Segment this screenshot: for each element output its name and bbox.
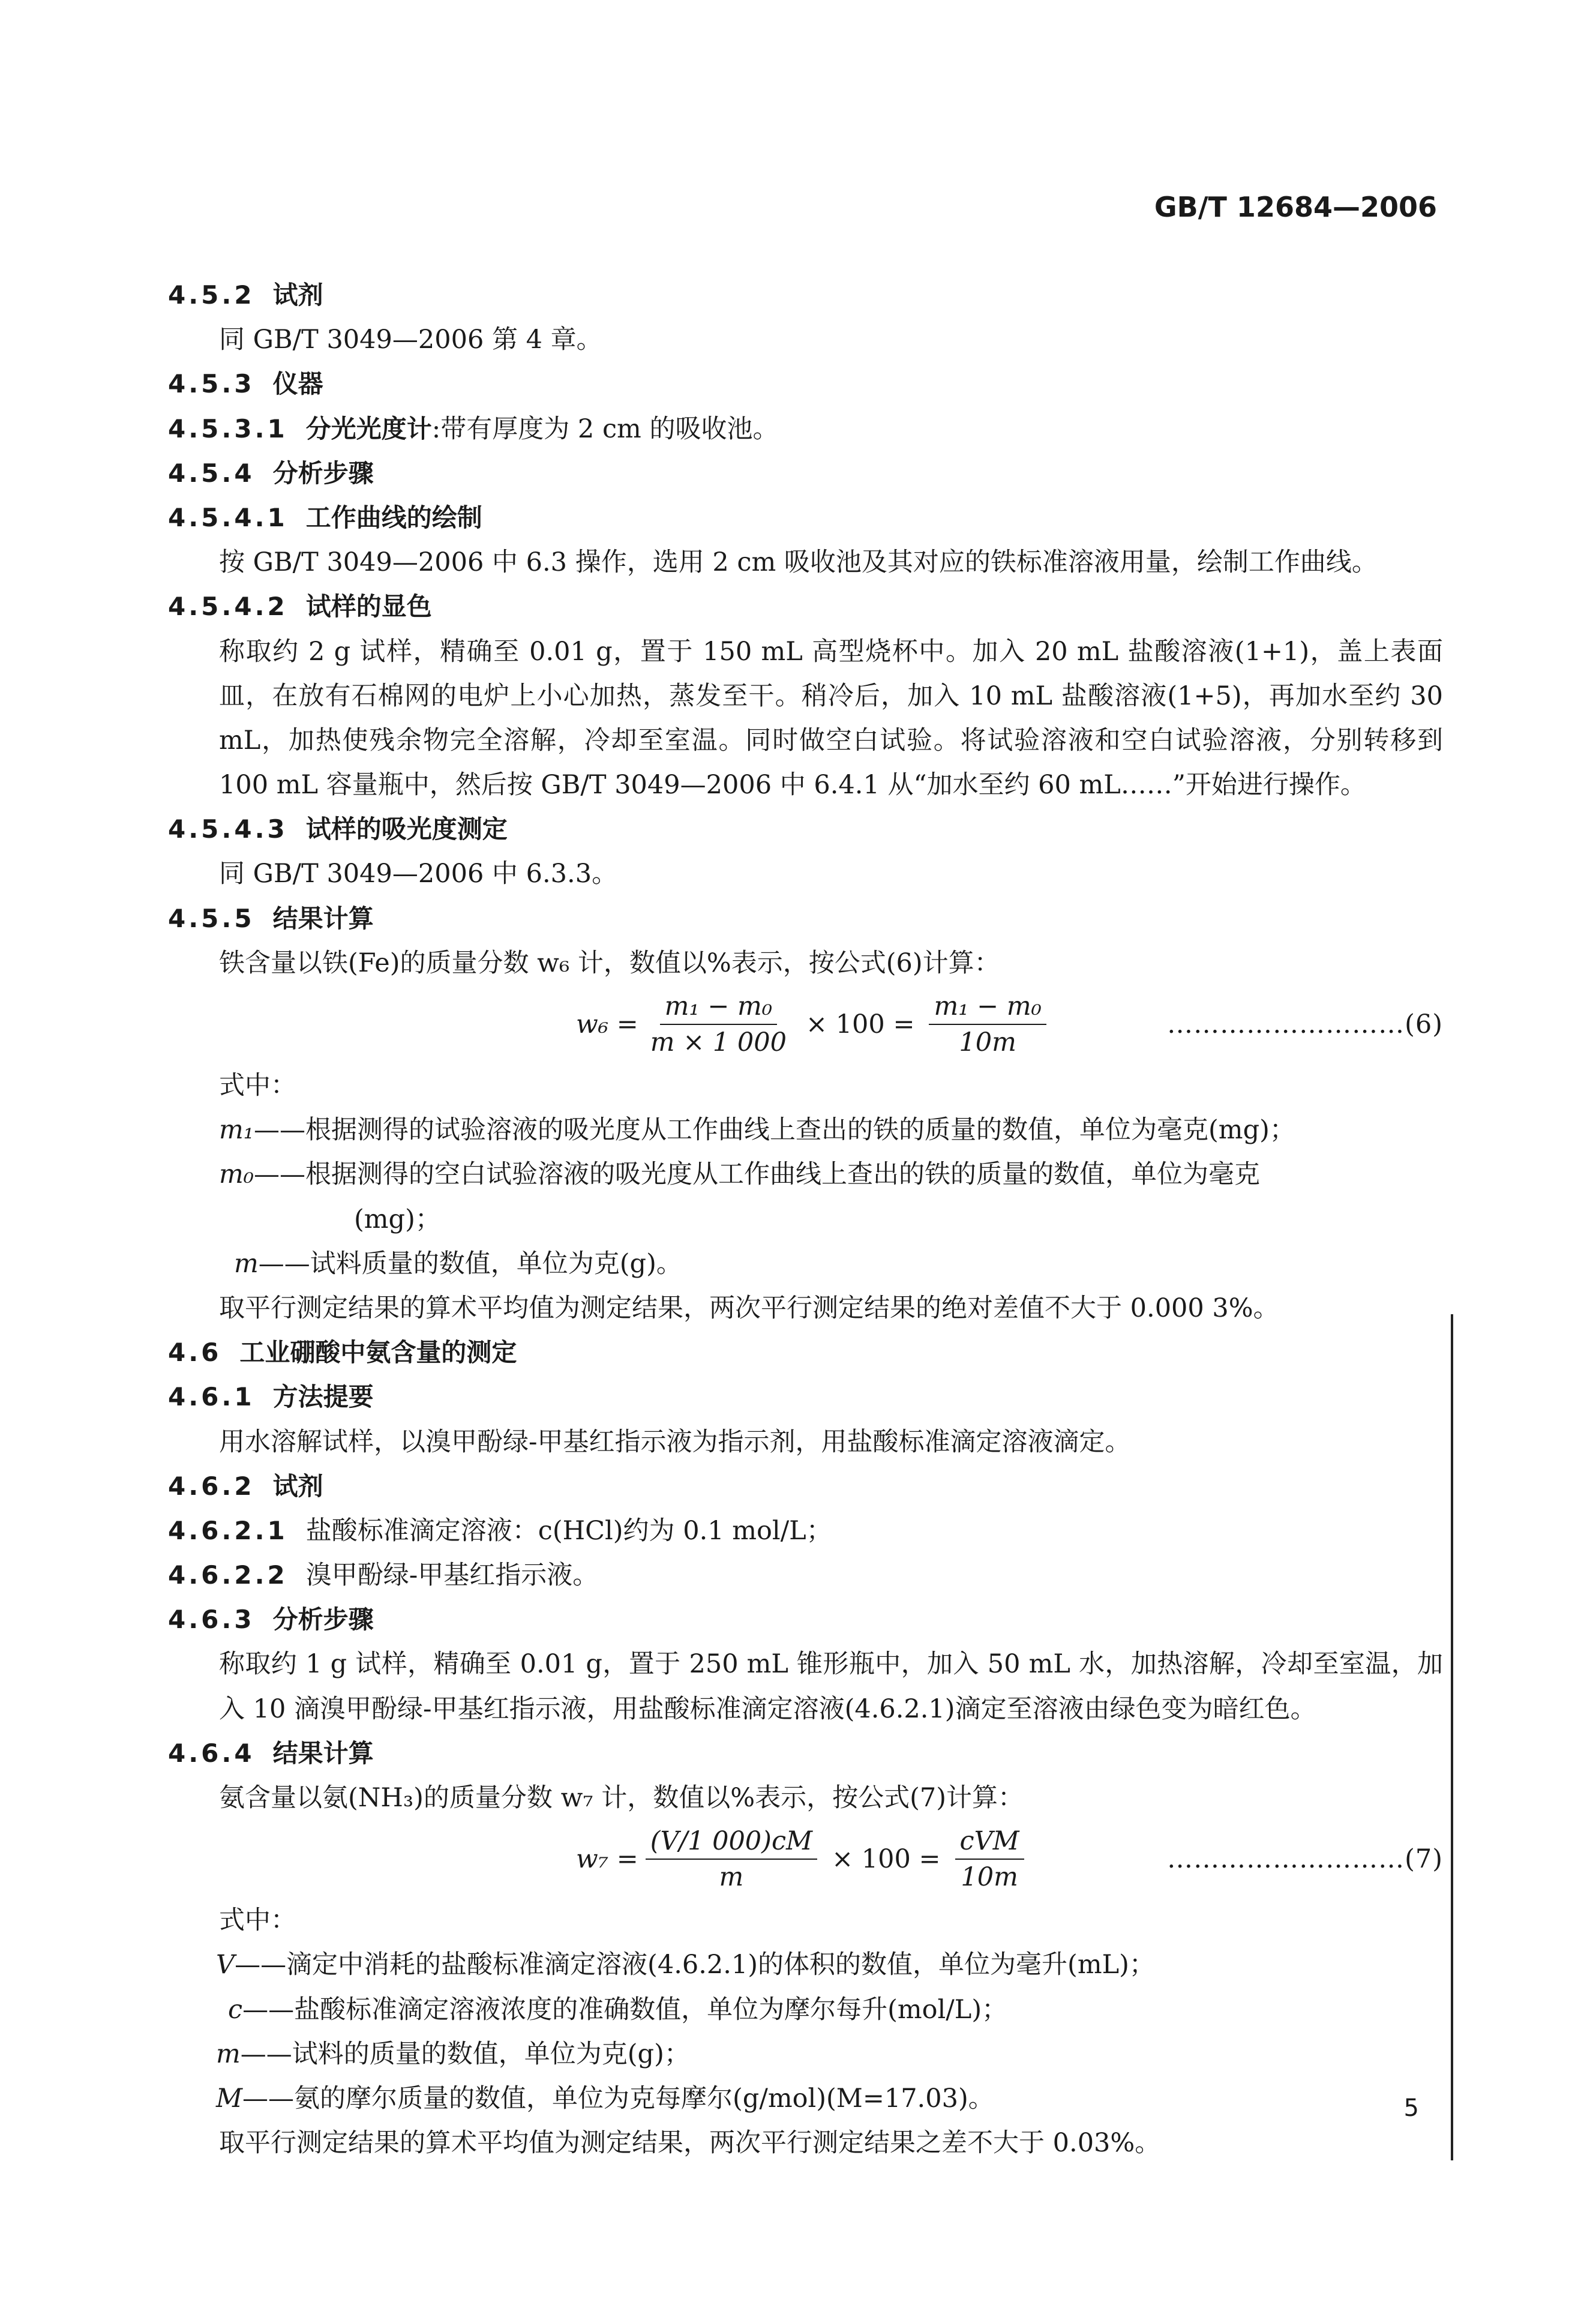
list-item: 4.6.2.1 盐酸标准滴定溶液：c(HCl)约为 0.1 mol/L；	[168, 1515, 832, 1546]
scan-margin-line	[1451, 1314, 1453, 2160]
paragraph: 同 GB/T 3049—2006 第 4 章。	[219, 325, 602, 355]
section-heading: 4.5.4.1 工作曲线的绘制	[168, 502, 482, 532]
section-heading: 4.5.3 仪器	[168, 369, 323, 399]
list-item: 4.6.2.2 溴甲酚绿-甲基红指示液。	[168, 1560, 599, 1591]
page-number: 5	[1403, 2094, 1419, 2122]
paragraph: 称取约 2 g 试样，精确至 0.01 g，置于 150 mL 高型烧杯中。加入 20 mL 盐酸溶液(1+1)，盖上表面皿，在放有石棉网的电炉上小心加热，蒸发至干。稍冷后，加入 10 mL 盐酸溶液(1+5)，再加水至约 30 mL，加热使残余物完全溶解，冷却至室温。同时做空白试验。将试验溶液和空白试验溶液，分别转移到 100 mL 容量瓶中，然后按 GB/T 3049—2006 中 6.4.1 从“加水至约 60 mL……”开始进行操作。	[219, 636, 1443, 801]
paragraph: 称取约 1 g 试样，精确至 0.01 g，置于 250 mL 锥形瓶中，加入 50 mL 水，加热溶解，冷却至室温，加入 10 滴溴甲酚绿-甲基红指示液，用盐酸标准滴定溶液(4.6.2.1)滴定至溶液由绿色变为暗红色。	[219, 1649, 1443, 1724]
formula-number: ………………………(7)	[1167, 1844, 1443, 1875]
fraction: $\frac{\text{m₁ − m₀}}{m \times 1 000}$	[650, 991, 787, 1058]
paragraph: 铁含量以铁(Fe)的质量分数 w₆ 计，数值以%表示，按公式(6)计算：	[219, 948, 1000, 978]
operator: × 100 =	[832, 1844, 941, 1875]
definition: V——滴定中消耗的盐酸标准滴定溶液(4.6.2.1)的体积的数值，单位为毫升(mL)；	[216, 1950, 1155, 1980]
definition: M——氨的摩尔质量的数值，单位为克每摩尔(g/mol)(M=17.03)。	[216, 2084, 994, 2114]
section-heading: 4.6.3 分析步骤	[168, 1605, 374, 1635]
paragraph: 取平行测定结果的算术平均值为测定结果，两次平行测定结果的绝对差值不大于 0.000 3%。	[219, 1293, 1279, 1323]
paragraph: 取平行测定结果的算术平均值为测定结果，两次平行测定结果之差不大于 0.03%。	[219, 2128, 1161, 2159]
section-heading: 4.5.4 分析步骤	[168, 458, 374, 488]
paragraph: 按 GB/T 3049—2006 中 6.3 操作，选用 2 cm 吸收池及其对应的铁标准溶液用量，绘制工作曲线。	[219, 547, 1378, 578]
definition-continuation: (mg)；	[354, 1204, 441, 1234]
section-heading: 4.6.2 试剂	[168, 1471, 323, 1501]
section-heading: 4.6.4 结果计算	[168, 1738, 374, 1768]
definition: m——试料质量的数值，单位为克(g)。	[234, 1248, 682, 1279]
formula-7	[168, 1820, 1443, 1898]
fraction: $\frac{(V/1 000)cM}{m}$	[646, 1826, 817, 1892]
section-heading: 4.6.1 方法提要	[168, 1382, 374, 1412]
fraction: $\frac{\text{m₁ − m₀}}{10m}$	[929, 991, 1046, 1057]
fraction: $\frac{\text{cVM}}{10m}$	[955, 1826, 1024, 1892]
section-heading: 4.5.4.3 试样的吸光度测定	[168, 814, 508, 844]
section-heading: 4.5.3.1 分光光度计:带有厚度为 2 cm 的吸收池。	[168, 413, 779, 444]
section-heading: 4.5.5 结果计算	[168, 903, 374, 933]
section-heading: 4.5.2 试剂	[168, 280, 323, 310]
where-label: 式中：	[219, 1905, 296, 1936]
formula-lhs: w₇ =	[576, 1844, 638, 1875]
definition: m₁——根据测得的试验溶液的吸光度从工作曲线上查出的铁的质量的数值，单位为毫克(mg)；	[219, 1115, 1295, 1146]
page-content	[168, 273, 1443, 2165]
definition: m₀——根据测得的空白试验溶液的吸光度从工作曲线上查出的铁的质量的数值，单位为毫克	[219, 1159, 1261, 1190]
paragraph: 氨含量以氨(NH₃)的质量分数 w₇ 计，数值以%表示，按公式(7)计算：	[219, 1783, 1024, 1814]
section-heading: 4.5.4.2 试样的显色	[168, 592, 432, 622]
paragraph: 用水溶解试样，以溴甲酚绿-甲基红指示液为指示剂，用盐酸标准滴定溶液滴定。	[219, 1426, 1131, 1457]
formula-number: ………………………(6)	[1167, 1009, 1443, 1040]
definition: m——试料的质量的数值，单位为克(g)；	[216, 2039, 690, 2069]
where-label: 式中：	[219, 1071, 296, 1101]
section-heading: 4.6 工业硼酸中氨含量的测定	[168, 1338, 517, 1368]
formula-6	[168, 985, 1443, 1063]
formula-lhs: w₆ =	[576, 1009, 638, 1040]
standard-code: GB/T 12684—2006	[1154, 191, 1437, 223]
paragraph: 同 GB/T 3049—2006 中 6.3.3。	[219, 859, 618, 889]
operator: × 100 =	[806, 1009, 915, 1040]
definition: c——盐酸标准滴定溶液浓度的准确数值，单位为摩尔每升(mol/L)；	[228, 1994, 1008, 2025]
